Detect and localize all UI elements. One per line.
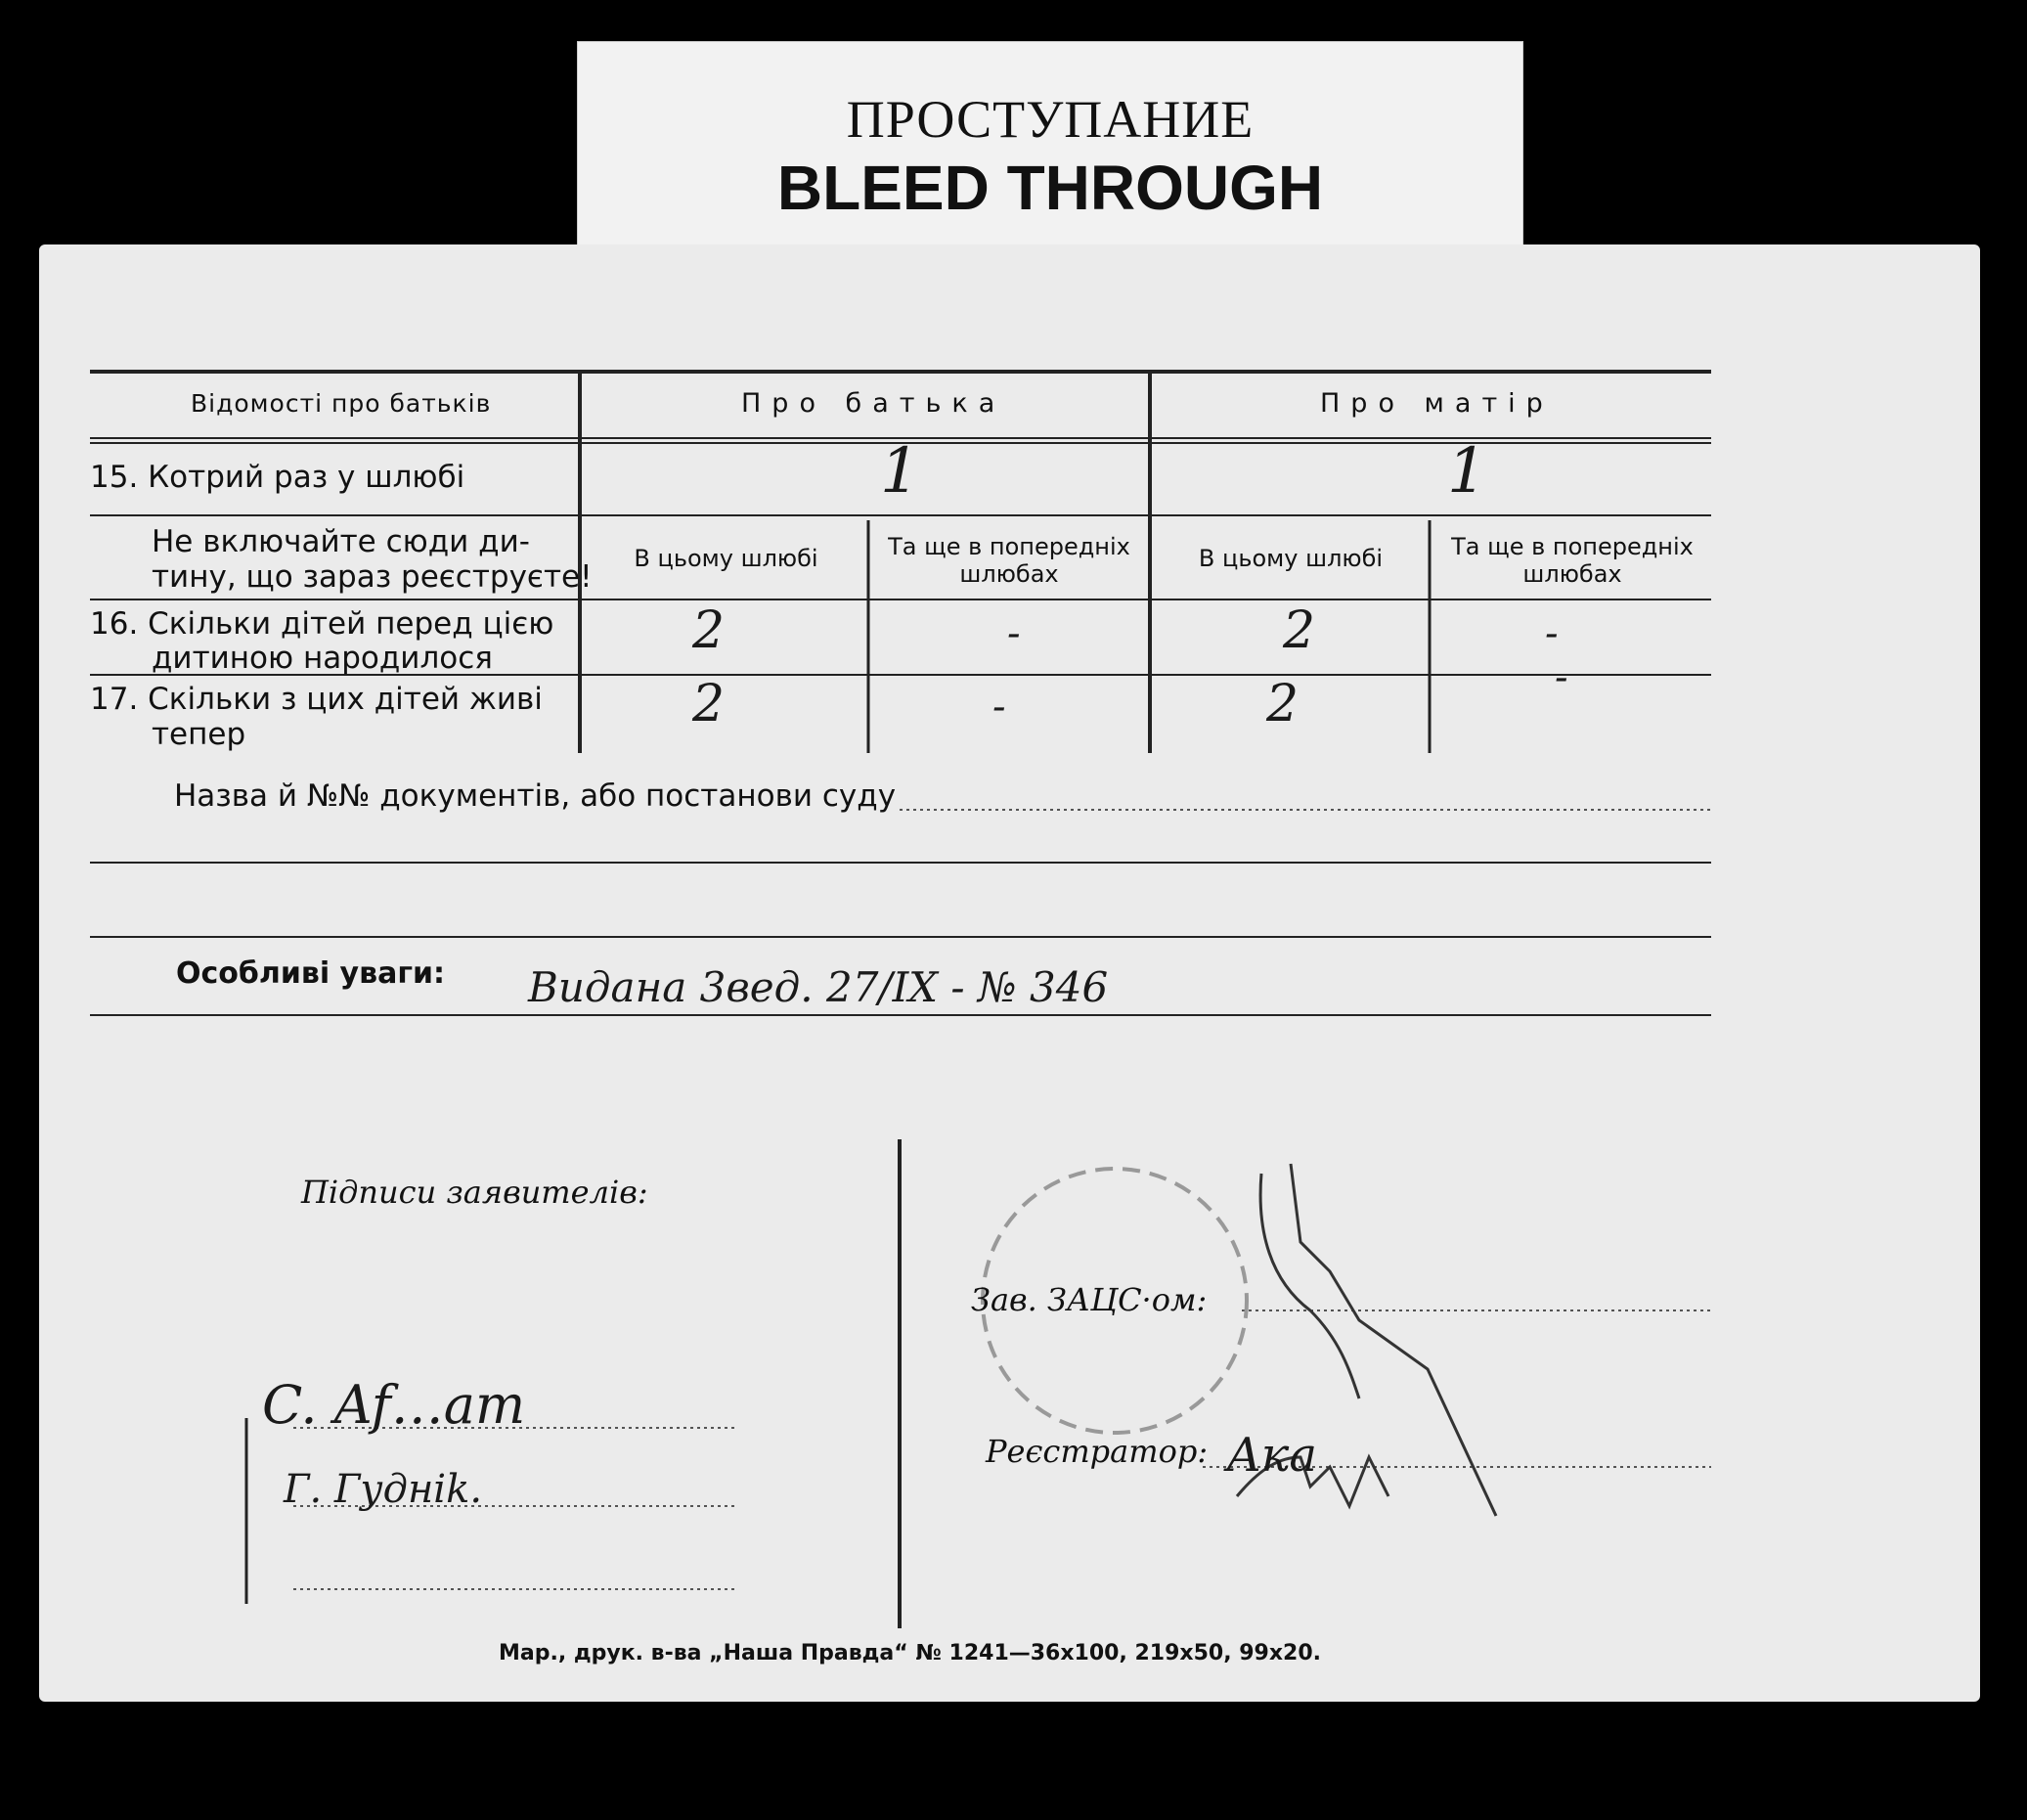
mother-sub-previous-1: Та ще в попередніх (1451, 533, 1694, 560)
mother-sub-previous-2: шлюбах (1522, 560, 1622, 588)
bleed-through-label-card (577, 41, 1523, 276)
row-17-father-current: 2 (692, 675, 726, 733)
applicant-signature-1: C. Af…am (262, 1374, 526, 1436)
note-line-2: тину, що зараз реєструєте! (152, 559, 593, 595)
registrar-label: Реєстратор: (986, 1433, 1209, 1470)
row-16-line-1: 16. Скільки дітей перед цією (90, 606, 554, 642)
label-english: BLEED THROUGH (776, 153, 1324, 223)
label-russian: ПРОСТУПАНИЕ (846, 90, 1255, 149)
row-16-mother-previous: - (1545, 611, 1559, 656)
special-notes-value: Видана 3вед. 27/IX - № 346 (528, 963, 1109, 1011)
registrar-signature: Aкa (1227, 1428, 1317, 1483)
row-16-line-2: дитиною народилося (152, 641, 493, 676)
signatures-label: Підписи заявителів: (301, 1174, 648, 1211)
row-16-father-previous: - (1007, 611, 1021, 656)
special-notes-label: Особливі уваги: (176, 956, 446, 991)
mother-sub-current: В цьому шлюбі (1198, 545, 1384, 572)
form-sheet (39, 244, 1980, 1702)
row-17-line-2: тепер (152, 717, 246, 752)
row-17-mother-previous: - (1555, 655, 1568, 700)
row-17-line-1: 17. Скільки з цих дітей живі (90, 682, 543, 717)
note-line-1: Не включайте сюди ди- (152, 524, 530, 559)
father-sub-previous-2: шлюбах (959, 560, 1059, 588)
printer-footer: Мар., друк. в-ва „Наша Правда“ № 1241—36х100, 219х50, 99х20. (499, 1641, 1322, 1665)
row-16-father-current: 2 (692, 601, 726, 660)
col-info-header: Відомості про батьків (191, 389, 492, 418)
col-mother-header: Про матір (1320, 388, 1554, 419)
row-17-mother-current: 2 (1266, 675, 1300, 733)
zags-head-label: Зав. ЗАЦС·ом: (971, 1281, 1208, 1318)
applicant-signature-2: Г. Гудніk. (284, 1467, 483, 1512)
father-times-married: 1 (880, 435, 920, 508)
row-16-mother-current: 2 (1283, 601, 1316, 660)
row-15-label: 15. Котрий раз у шлюбі (90, 460, 465, 495)
mother-times-married: 1 (1447, 435, 1487, 508)
father-sub-current: В цьому шлюбі (634, 545, 818, 572)
father-sub-previous-1: Та ще в попередніх (888, 533, 1130, 560)
documents-label: Назва й №№ документів, або постанови суду (174, 778, 897, 814)
row-17-father-previous: - (992, 685, 1006, 730)
col-father-header: Про батька (741, 388, 1006, 419)
